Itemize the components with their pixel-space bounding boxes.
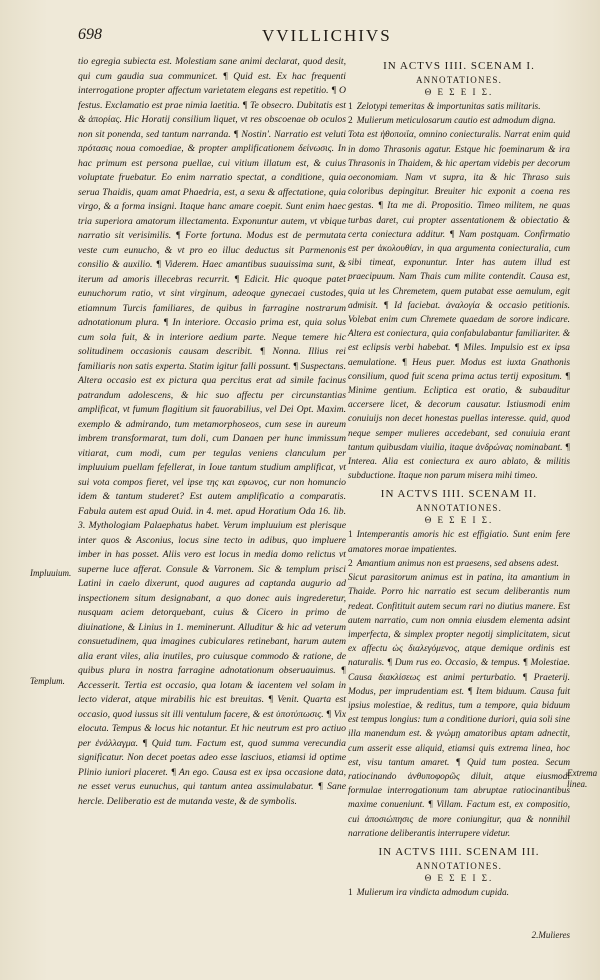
running-head: VVILLICHIVS	[262, 26, 392, 45]
thesis-number: 2	[348, 116, 353, 127]
margin-note-impluuium: Impluuium.	[30, 568, 72, 578]
scene-1-thesis-2	[348, 114, 570, 128]
scene-3-annotationes: ANNOTATIONES.	[415, 860, 503, 871]
scene-2-annotationes: ANNOTATIONES.	[415, 503, 503, 514]
scene-1-theseis: Θ Ε Σ Ε Ι Σ.	[424, 87, 494, 97]
thesis-number: 1	[348, 887, 353, 898]
scene-3-thesis-1	[348, 886, 570, 900]
scene-2-section	[348, 487, 570, 840]
thesis-number: 2	[348, 558, 353, 569]
scene-2-theseis: Θ Ε Σ Ε Ι Σ.	[424, 515, 494, 526]
page-header	[0, 26, 600, 48]
margin-note-extrema-linea: Extrema linea.	[567, 768, 598, 789]
thesis-text: Amantium animus non est praesens, sed absens adest.	[356, 558, 560, 569]
scene-2-body: Sicut parasitorum animus est in patina, ita amantium in Thaide. Porro hic narratio est secum deliberantis num redeat. Confitituit autem secum rari no diutius manere. Est autem narratio, cum non omnia eiusdem elementa adsint imperfecta, & simplex propter negotij simplicitatem, sicut ex affectu ὡς διαλεγόμενος, atque demique ordinis est naturalis. ¶ Dum rus eo. Occasio, & tempus. ¶ Molestiae. Causa διακλίσεως est animi perturbatio. ¶ Praeterij. Modus, per imprudentiam est. ¶ Item biduum. Causa fuit ipsius molestiae, & reditus, tum a tempore, quia biduum est tempus longius: tum a conditione duriori, quia soli sine illa manendum est. & γνώμῃ amatoribus aptam adnectit, cum asserit esse aliquid, etiamsi quis extrema linea, hoc est, visu tantum amaret. ¶ Quid tum postea. Secum ratiocinando ἀνθυποφορῶς diluit, atque eiusmodi formulae interrogationum tam abruptae ratiocinantibus maxime conueniunt. ¶ Villam. Factum est, ex compositio, cui ἀποσιώπησις de more coniungitur, qua & nonnihil narratione deliberantis interrupere videtur.	[348, 573, 570, 839]
thesis-number: 1	[348, 530, 353, 541]
scene-3-section	[348, 845, 570, 900]
scene-1-section	[348, 59, 570, 483]
left-column	[78, 55, 346, 809]
catchword: 2.Mulieres	[531, 930, 570, 940]
scene-1-annotationes: ANNOTATIONES.	[415, 75, 503, 85]
thesis-text: Intemperantis amoris hic est effigiatio. Sunt enim fere amatores morae impatientes.	[348, 530, 570, 555]
thesis-text: Mulierum meticulosarum cautio est admodum digna.	[356, 116, 556, 127]
scene-2-heading: IN ACTVS IIII. SCENAM II.	[380, 488, 538, 501]
scene-1-thesis-1	[348, 100, 570, 114]
scene-3-theseis: Θ Ε Σ Ε Ι Σ.	[424, 872, 494, 883]
left-column-text: tio egregia subiecta est. Molestiam sane animi declarat, quod desit, qui cum gaudia sua communicet. ¶ Quid est. Ex hac frequenti interrogatione propter affectum varietatem elegans est repetitio. ¶ O festus. Exclamatio est prae nimia laetitia. ¶ Te obsecro. Dubitatis est & ἀπορίας. Hic Horatij consilium liquet, vt res obscoenae ob oculos non sit ponenda, sed tantum narranda. ¶ Nostin'. Narratio est veluti πρότασις noua comoediae, & propter amplificationem δείνωσις. In hac primum est persona puellae, cui vitium illatum est, & cuius voluptate fruebatur. Eo enim narratio spectat, a conditione, quia serua Thaidis, quam amat Phaedria, est, a sexu & affectatione, quia virgo, & a forma insigni. Itaque hanc amare coepit. Sunt enim haec tria superiora amatorum illectamenta. Exponuntur autem, vt vbique narratio sit verisimilis. ¶ Forte fortuna. Modus est de permutata veste cum eunucho, & vt pro eo illuc deductus sit Parmenonis consilio & auxilio. ¶ Viderem. Haec amantibus suauissima sunt, & iterum ad amoris illecebras recurrit. ¶ Edicit. Hic quoque patet eunuchorum ratio, vt sint virginum, adeoque gynecaei custodes, etiamnum Turcis familiares, de quibus in farragine nostrarum adnotationum plura. ¶ In interiore. Occasio prima est, quia solus cum sola fuit, & in interiore aedium parte. Neque temere hic solitudinem occasionis causam describit. ¶ Nonna. Illius rei familiaris non satis experta. Statim igitur falli possunt. ¶ Suspectans. Altera occasio est ex pictura qua percitus erat ad simile facinus patrandum adolescens, & hic suo affectu per circunstantias amplificat, vt fumum flagitium sit fauorabilius, vel Dei Opt. Maxim. exemplo & admirando, tum metamorphoseos, cum sese in aureum imbrem transformarat, tum doli, cum Danaen per hunc immissum vitiarat, cum modi, cum per tegulas veniens clanculum per impluuium puellam fefellerat, in Ioue tantum studium amplificat, vt sui vota compos fieret, vel ipse της και εφωνος, cur non homuncio idem & tantum studeret? Est autem amplificatio a comparatis. Fabula autem est apud Ouid. in 4. met. apud Horatium Oda 16. lib. 3. Mythologiam Palaephatus habet. Verum impluuium est plerisque inter quos & Asconius, locus sine tecto in adibus, quo impluere imber in has posset. Aliis vero est locus in media domo relictus vt superne luce afferat. Consule & Varronem. Sic & templum prisci Latini in caelo dixerunt, quod augures ad captanda augurio ad inspectionem situm designabant, a quo donec auis ingrederetur, nusquam aciem detorquebant, cuius & Cicero in primo de diuinatione, & Linius in 1. meminerunt. Alluditur & hic ad veterum consuetudinem, qua imagines cubiculares retinebant, harum autem alia erant viles, alia inutiles, pro cuiusque commodo & ratione, de quibus plura in nostra farragine adnotationum obseruauimus. ¶ Accesserit. Tertia est occasio, qua lotam & iacentem vel solam in lecto viderat, atque mirabilis hic est breuitas. ¶ Venit. Quarta est occasio, quod iussus sit illi ventulum facere, & est ὑποτύπωσις. ¶ Vix elocuta. Tempus & locus hic notantur. Et hic neutrum est pro actiuo per ἐνάλλαγμα. ¶ Quid tum. Factum est, quod summa verecundia significatur. Non decet poetas adeo esse lasciuos, etiamsi id optime Plinio iuniori placeret. ¶ An ego. Causa est ex ipsa occasione data, ne esset verus eunuchus, qui tantum antea assimulabatur. ¶ Sane hercle. Deliberatio est de mutanda veste, & de symbolis.	[78, 56, 346, 807]
scene-2-thesis-1	[348, 528, 570, 556]
right-column	[348, 55, 570, 900]
margin-note-templum: Templum.	[30, 676, 65, 686]
page-number: 698	[78, 26, 102, 43]
scene-3-heading: IN ACTVS IIII. SCENAM III.	[378, 845, 540, 858]
scene-1-body: Tota est ἠθοποιΐα, omnino coniecturalis. Narrat enim quid in domo Thrasonis agatur. Estque hic foeminarum & ira Thrasonis in Thaidem, & hic apertam videbis per decorum oeconomiam. Nam vt supra, ita & hic Thraso suis coloribus depingitur. Breuiter hic exponit a coena res gestas. ¶ Ita me di. Propositio. Timeo militem, ne quas turbas daret, cui propter assentationem & obiectatio & certa coniectura additur. ¶ Nam postquam. Confirmatio est per ἀκολουθίαν, in qua argumenta coniecturalia, cum sibi timeat, exponuntur. Inter has autem illud est praecipuum. Nam Thais cum milite contendit. Causa est, quia ut les Chremetem, quem putabat esse aemulum, egit admisit. ¶ Id faciebat. ἀναλογία & occasio petitionis. Volebat enim cum Chremete quaedam de sorore indicare. Altera est coniectura, quia confabulabantur familiariter. & est eclipsis verbi habebat. ¶ Miles. Impulsio est ex ipsa aemulatione. ¶ Heus puer. Modus est iuxta Gnathonis consilium, quod fuit scena prima actus tertij expositum. ¶ Minime gentium. Ecliptica est oratio, & subauditur accersere licet, & decorum causatur. Istiusmodi enim conuiuijs non decet honestas puellas interesse. quid, quod neque semper mulieres accedebant, sed conuiuia erant tantum quibusdam viuilia, itaque ἀνδρώνας nominabant. ¶ Interea. Alia est coniectura ex auro ablato, & militis subductione. Itaque non parum misera mihi timeo.	[348, 130, 570, 482]
thesis-text: Zelotypi temeritas & importunitas satis militaris.	[356, 102, 541, 112]
scene-1-heading: IN ACTVS IIII. SCENAM I.	[383, 60, 535, 72]
thesis-number: 1	[348, 102, 353, 112]
scene-2-thesis-2	[348, 557, 570, 571]
thesis-text: Mulierum ira vindicta admodum cupida.	[356, 887, 510, 898]
